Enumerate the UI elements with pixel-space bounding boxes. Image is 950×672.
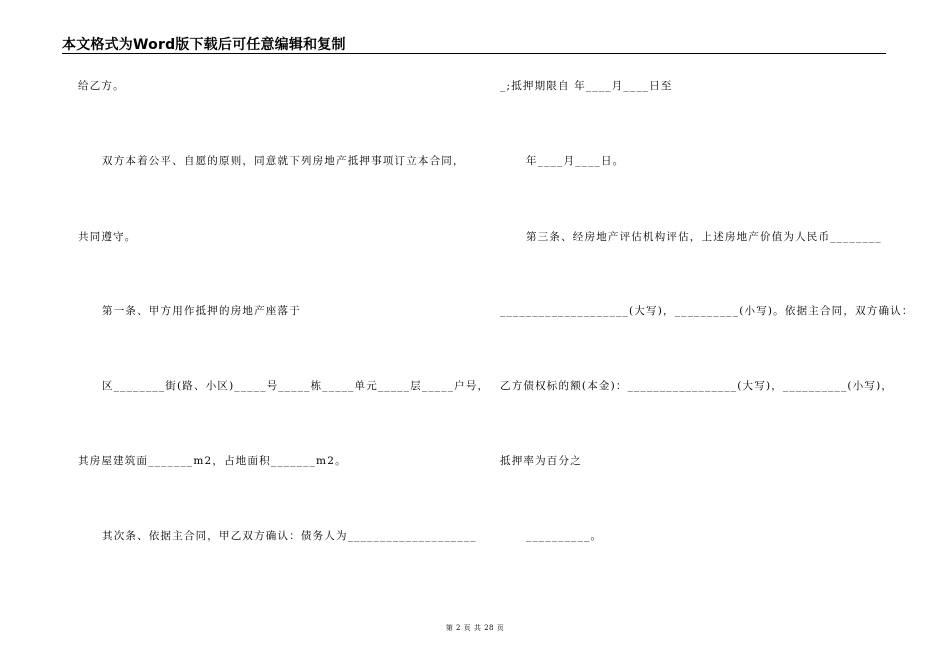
page-number-footer: 第 2 页 共 28 页 <box>445 624 505 632</box>
left-paragraph-4: 第一条、甲方用作抵押的房地产座落于 <box>102 305 301 317</box>
left-paragraph-7: 其次条、依据主合同，甲乙双方确认：债务人为____________________ <box>102 530 477 542</box>
right-paragraph-2: 年____月____日。 <box>526 155 625 167</box>
right-paragraph-4: ____________________(大写)，__________(小写)。依据主合同，双方确认： <box>500 305 914 317</box>
right-paragraph-5: 乙方债权标的额(本金)：_________________(大写)，__________(小写)， <box>500 380 894 392</box>
right-paragraph-6: 抵押率为百分之 <box>500 455 582 467</box>
right-paragraph-7: __________。 <box>526 530 603 542</box>
left-paragraph-3: 共同遵守。 <box>78 231 137 243</box>
header-divider <box>62 53 886 54</box>
left-paragraph-5: 区________街(路、小区)_____号_____栋_____单元_____层_____户号， <box>102 380 490 392</box>
right-paragraph-1: _;抵押期限自 年____月____日至 <box>500 80 673 92</box>
left-paragraph-1: 给乙方。 <box>78 80 125 92</box>
left-paragraph-6: 其房屋建筑面_______m2，占地面积_______m2。 <box>78 455 347 467</box>
document-header-title: 本文格式为Word版下载后可任意编辑和复制 <box>62 37 346 53</box>
left-paragraph-2: 双方本着公平、自愿的原则，同意就下列房地产抵押事项订立本合同， <box>102 155 465 167</box>
right-paragraph-3: 第三条、经房地产评估机构评估，上述房地产价值为人民币________ <box>526 231 882 243</box>
